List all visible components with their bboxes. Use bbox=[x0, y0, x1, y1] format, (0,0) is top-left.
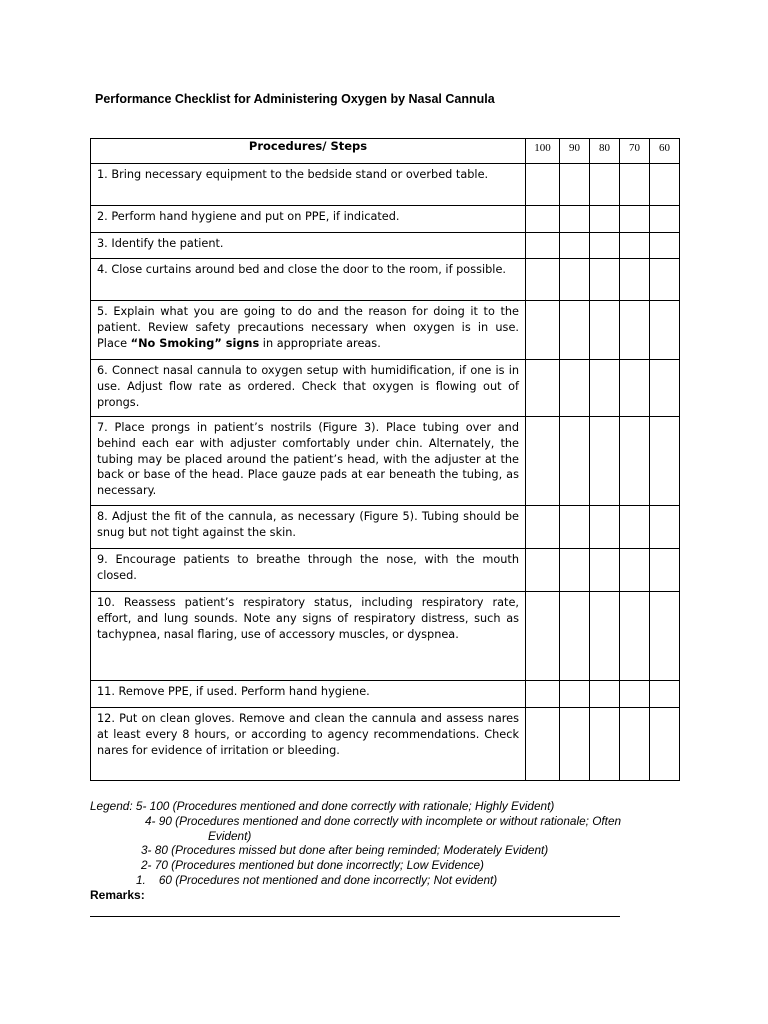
score-cell-70[interactable] bbox=[620, 206, 650, 233]
legend-line-4: 4- 90 (Procedures mentioned and done correctly with incomplete or without rationale; Often bbox=[145, 813, 622, 828]
table-row bbox=[91, 259, 680, 301]
score-header-90: 90 bbox=[560, 139, 590, 164]
step-text-10 bbox=[91, 592, 526, 681]
step-text-part: 10. Reassess patient’s respiratory status, including respiratory rate, effort, and lung sounds. Note any signs of respiratory distress, such as tachypnea, nasal flaring, use of accessory muscles, or dyspnea. bbox=[97, 596, 519, 641]
step-text-8 bbox=[91, 506, 526, 549]
score-cell-100[interactable] bbox=[526, 360, 560, 417]
score-cell-60[interactable] bbox=[650, 708, 680, 781]
step-text-part: 11. Remove PPE, if used. Perform hand hygiene. bbox=[97, 685, 370, 698]
checklist-table bbox=[90, 138, 680, 781]
score-cell-90[interactable] bbox=[560, 259, 590, 301]
score-cell-80[interactable] bbox=[590, 301, 620, 360]
score-cell-60[interactable] bbox=[650, 360, 680, 417]
legend-line-3: 3- 80 (Procedures missed but done after being reminded; Moderately Evident) bbox=[141, 843, 549, 858]
legend-line-1 bbox=[90, 873, 621, 888]
score-cell-90[interactable] bbox=[560, 417, 590, 506]
table-row bbox=[91, 164, 680, 206]
table-row bbox=[91, 417, 680, 506]
score-cell-70[interactable] bbox=[620, 233, 650, 259]
step-text-2 bbox=[91, 206, 526, 233]
score-cell-70[interactable] bbox=[620, 164, 650, 206]
score-cell-90[interactable] bbox=[560, 206, 590, 233]
step-text-part: 7. Place prongs in patient’s nostrils (Figure 3). Place tubing over and behind each ear with adjuster comfortably under chin. Alternately, the tubing may be placed around the patient’s head, with the adjuster at the back or base of the head. Place gauze pads at ear beneath the tubing, as necessary. bbox=[97, 421, 519, 498]
step-text-6 bbox=[91, 360, 526, 417]
score-cell-70[interactable] bbox=[620, 506, 650, 549]
score-cell-90[interactable] bbox=[560, 233, 590, 259]
step-text-7 bbox=[91, 417, 526, 506]
table-row bbox=[91, 360, 680, 417]
step-text-part: 3. Identify the patient. bbox=[97, 237, 224, 250]
score-cell-80[interactable] bbox=[590, 164, 620, 206]
score-cell-90[interactable] bbox=[560, 301, 590, 360]
score-cell-90[interactable] bbox=[560, 549, 590, 592]
legend bbox=[90, 799, 621, 888]
score-cell-100[interactable] bbox=[526, 233, 560, 259]
legend-line-5: Legend: 5- 100 (Procedures mentioned and done correctly with rationale; Highly Evident) bbox=[90, 799, 555, 813]
score-cell-100[interactable] bbox=[526, 549, 560, 592]
score-cell-80[interactable] bbox=[590, 506, 620, 549]
score-cell-70[interactable] bbox=[620, 592, 650, 681]
legend-line-2: 2- 70 (Procedures mentioned but done incorrectly; Low Evidence) bbox=[141, 858, 484, 873]
step-text-5 bbox=[91, 301, 526, 360]
score-cell-70[interactable] bbox=[620, 708, 650, 781]
score-cell-60[interactable] bbox=[650, 681, 680, 708]
step-text-part: 4. Close curtains around bed and close the door to the room, if possible. bbox=[97, 263, 506, 276]
step-text-4 bbox=[91, 259, 526, 301]
score-cell-90[interactable] bbox=[560, 708, 590, 781]
table-header-row bbox=[91, 139, 680, 164]
score-cell-70[interactable] bbox=[620, 301, 650, 360]
score-cell-60[interactable] bbox=[650, 206, 680, 233]
step-text-12 bbox=[91, 708, 526, 781]
score-cell-90[interactable] bbox=[560, 592, 590, 681]
step-text-part: 8. Adjust the fit of the cannula, as necessary (Figure 5). Tubing should be snug but not tight against the skin. bbox=[97, 510, 519, 539]
legend-line-1-text: 60 (Procedures not mentioned and done incorrectly; Not evident) bbox=[158, 872, 498, 887]
score-header-100: 100 bbox=[526, 139, 560, 164]
score-cell-100[interactable] bbox=[526, 592, 560, 681]
score-cell-80[interactable] bbox=[590, 681, 620, 708]
score-header-80: 80 bbox=[590, 139, 620, 164]
table-row bbox=[91, 708, 680, 781]
step-text-part: 9. Encourage patients to breathe through the nose, with the mouth closed. bbox=[97, 553, 519, 582]
score-cell-70[interactable] bbox=[620, 360, 650, 417]
table-row bbox=[91, 681, 680, 708]
score-cell-100[interactable] bbox=[526, 301, 560, 360]
score-cell-100[interactable] bbox=[526, 708, 560, 781]
score-cell-70[interactable] bbox=[620, 417, 650, 506]
score-cell-100[interactable] bbox=[526, 417, 560, 506]
table-row bbox=[91, 233, 680, 259]
remarks-line[interactable] bbox=[90, 916, 620, 917]
table-row bbox=[91, 506, 680, 549]
score-header-60: 60 bbox=[650, 139, 680, 164]
legend-line-1-number: 1. bbox=[136, 872, 146, 887]
step-text-part: 2. Perform hand hygiene and put on PPE, if indicated. bbox=[97, 210, 400, 223]
score-cell-80[interactable] bbox=[590, 233, 620, 259]
score-cell-100[interactable] bbox=[526, 259, 560, 301]
score-cell-90[interactable] bbox=[560, 360, 590, 417]
step-text-9 bbox=[91, 549, 526, 592]
score-cell-80[interactable] bbox=[590, 360, 620, 417]
score-cell-80[interactable] bbox=[590, 417, 620, 506]
score-cell-100[interactable] bbox=[526, 506, 560, 549]
score-cell-70[interactable] bbox=[620, 681, 650, 708]
score-cell-80[interactable] bbox=[590, 259, 620, 301]
step-text-bold: “No Smoking” signs bbox=[130, 336, 260, 350]
step-text-part: 6. Connect nasal cannula to oxygen setup with humidification, if one is in use. Adjust flow rate as ordered. Check that oxygen is flowing out of prongs. bbox=[97, 364, 519, 409]
table-row bbox=[91, 206, 680, 233]
score-cell-80[interactable] bbox=[590, 592, 620, 681]
score-cell-100[interactable] bbox=[526, 206, 560, 233]
score-cell-90[interactable] bbox=[560, 506, 590, 549]
step-text-part: in appropriate areas. bbox=[259, 336, 381, 350]
score-cell-80[interactable] bbox=[590, 708, 620, 781]
score-cell-90[interactable] bbox=[560, 164, 590, 206]
score-cell-90[interactable] bbox=[560, 681, 590, 708]
score-cell-100[interactable] bbox=[526, 164, 560, 206]
legend-line-4-cont: Evident) bbox=[208, 828, 252, 843]
score-cell-100[interactable] bbox=[526, 681, 560, 708]
score-cell-60[interactable] bbox=[650, 417, 680, 506]
score-cell-60[interactable] bbox=[650, 164, 680, 206]
table-row bbox=[91, 549, 680, 592]
page-title: Performance Checklist for Administering Oxygen by Nasal Cannula bbox=[95, 92, 495, 106]
score-cell-80[interactable] bbox=[590, 206, 620, 233]
table-row bbox=[91, 301, 680, 360]
score-cell-60[interactable] bbox=[650, 506, 680, 549]
score-cell-60[interactable] bbox=[650, 549, 680, 592]
remarks-label: Remarks: bbox=[90, 888, 145, 902]
score-cell-70[interactable] bbox=[620, 549, 650, 592]
score-header-70: 70 bbox=[620, 139, 650, 164]
score-cell-60[interactable] bbox=[650, 259, 680, 301]
step-text-3 bbox=[91, 233, 526, 259]
score-cell-60[interactable] bbox=[650, 233, 680, 259]
step-text-part: 12. Put on clean gloves. Remove and clean the cannula and assess nares at least every 8 hours, or according to agency recommendations. Check nares for evidence of irritation or bleeding. bbox=[97, 712, 519, 757]
procedures-header: Procedures/ Steps bbox=[91, 139, 526, 164]
step-text-part: 1. Bring necessary equipment to the bedside stand or overbed table. bbox=[97, 168, 489, 181]
score-cell-60[interactable] bbox=[650, 592, 680, 681]
table-row bbox=[91, 592, 680, 681]
step-text-1 bbox=[91, 164, 526, 206]
steps-body bbox=[91, 164, 680, 781]
score-cell-80[interactable] bbox=[590, 549, 620, 592]
step-text-part: 5. Explain what you are going to do and the reason for doing it to the patient. Review safety precautions necessary when oxygen is in use. Place bbox=[97, 305, 519, 350]
score-cell-60[interactable] bbox=[650, 301, 680, 360]
score-cell-70[interactable] bbox=[620, 259, 650, 301]
step-text-11 bbox=[91, 681, 526, 708]
